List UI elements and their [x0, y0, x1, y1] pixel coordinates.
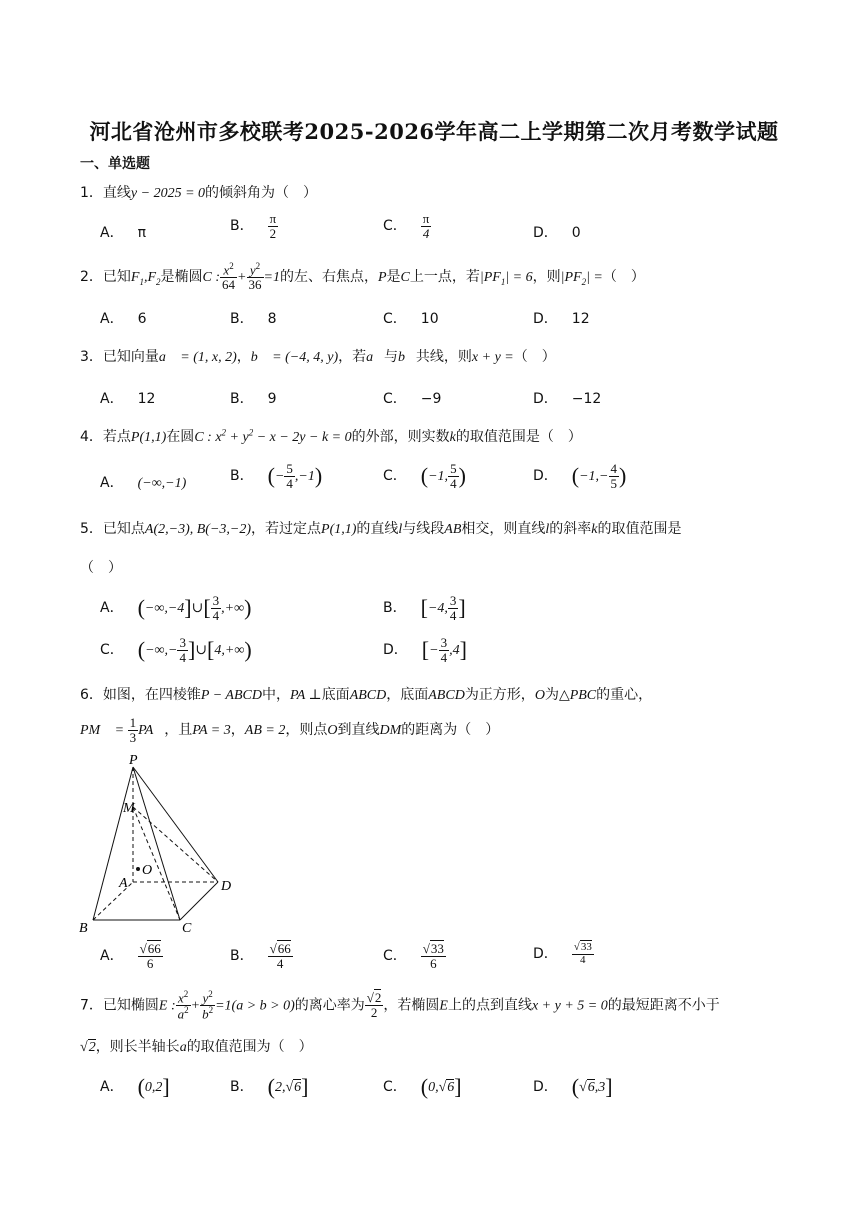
vector-b: b⃗ = (−4, 4, y): [250, 350, 339, 365]
label-m: M: [123, 801, 135, 816]
question-4: 4．若点P(1,1)在圆C : $x^2 + y^2 - x - 2y - k = 0$的外部，则实数k的取值范围是（ ）: [80, 427, 582, 445]
math-expr: $|PF_1| = 6$: [479, 269, 533, 287]
question-text: 直线: [102, 185, 131, 201]
question-7: 7．已知椭圆E : $\frac{x^2}{a^2}$ + $\frac{y^2}{b^2}$ =1(a > b > 0)的离心率为 $\frac{√2}{2}$ ，若椭圆E上的点到直线x + y + 5 = 0的最短距离不小于: [80, 989, 720, 1022]
option-b[interactable]: B． $\frac{\pi}{2}$: [230, 211, 277, 241]
option-a[interactable]: A． 12: [100, 391, 156, 407]
question-7-cont: √2，则长半轴长a的取值范围为（ ）: [80, 1039, 313, 1055]
sqrt-two: √2: [80, 1040, 96, 1055]
option-d[interactable]: D． (√6,3]: [533, 1074, 613, 1099]
option-c[interactable]: C． (0,√6]: [383, 1074, 462, 1099]
section-heading: 一、单选题: [80, 156, 150, 172]
label-a: A: [119, 876, 128, 891]
vector-pm: PM⃗: [80, 723, 112, 739]
label-d: D: [221, 879, 232, 894]
option-d[interactable]: D． 0: [533, 225, 581, 241]
option-a[interactable]: A． $\frac{√66}{6}$: [100, 941, 161, 971]
label-o: O: [142, 863, 153, 878]
label-p: P: [129, 753, 138, 768]
option-a[interactable]: A． (0,2]: [100, 1074, 170, 1099]
option-c[interactable]: C． $\frac{\pi}{4}$: [383, 211, 430, 241]
option-b[interactable]: B． (− $\frac{5}{4}$ ,−1): [230, 461, 323, 491]
option-a[interactable]: A． π: [100, 225, 147, 241]
label-b: B: [79, 921, 88, 936]
question-5: 5．已知点A(2,−3), B(−3,−2)，若过定点P(1,1)的直线l与线段AB相交，则直线l的斜率k的取值范围是: [80, 521, 682, 537]
option-d[interactable]: D． −12: [533, 391, 602, 407]
ellipse-equation: E :: [158, 998, 176, 1014]
question-3: 3．已知向量a⃗ = (1, x, 2)，b⃗ = (−4, 4, y)，若a⃗与b⃗共线，则x + y =（ ）: [80, 349, 556, 365]
vector-pa: PA⃗: [138, 723, 165, 739]
option-a[interactable]: A． (−∞,−1): [100, 475, 187, 491]
question-5-cont: （ ）: [80, 560, 122, 576]
option-c[interactable]: C． −9: [383, 391, 442, 407]
question-2: 2．已知$F_1,F_2$是椭圆C : $\frac{x^2}{64}$ + $\frac{y^2}{36}$ =1的左、右焦点，P是C上一点，若$|PF_1| = 6$，则$|PF_2|$ =（ ）: [80, 261, 645, 292]
question-number: 2．: [80, 268, 103, 285]
question-6: 6．如图，在四棱锥P − ABCD中，PA ⊥底面ABCD，底面ABCD为正方形，O为△PBC的重心，: [80, 687, 653, 703]
question-6-line2: PM⃗ = $\frac{1}{3}$ PA⃗，且PA = 3，AB = 2，则点O到直线DM的距离为（ ）: [80, 715, 500, 745]
label-c: C: [182, 921, 192, 936]
option-a[interactable]: A． 6: [100, 311, 147, 327]
option-value: $\frac{\pi}{2}$: [269, 211, 277, 241]
option-d[interactable]: D． [− $\frac{3}{4}$ ,4]: [383, 635, 467, 665]
option-d[interactable]: D． $\frac{√33}{4}$: [533, 941, 592, 966]
option-d[interactable]: D． 12: [533, 311, 590, 327]
option-b[interactable]: B． 8: [230, 311, 277, 327]
math-expr: y − 2025 = 0: [130, 186, 206, 201]
page-title: 河北省沧州市多校联考2025-2026学年高二上学期第二次月考数学试题: [89, 119, 779, 144]
option-c[interactable]: C． (−∞,− $\frac{3}{4}$ ]∪[4,+∞): [100, 635, 252, 665]
option-value: 0: [571, 225, 581, 241]
option-a[interactable]: A． (−∞,−4]∪[ $\frac{3}{4}$ ,+∞): [100, 593, 252, 623]
math-expr: $F_1,F_2$: [130, 269, 161, 287]
option-value: π: [137, 225, 147, 241]
option-b[interactable]: B． $\frac{√66}{4}$: [230, 941, 291, 971]
vector-a: a⃗ = (1, x, 2): [158, 350, 237, 365]
option-c[interactable]: C． (−1, $\frac{5}{4}$ ): [383, 461, 466, 491]
question-text: 的倾斜角为（ ）: [205, 185, 318, 201]
option-c[interactable]: C． $\frac{√33}{6}$: [383, 941, 444, 971]
option-b[interactable]: B． (2,√6]: [230, 1074, 309, 1099]
math-expr: P(1,1): [130, 430, 167, 445]
math-expr: $|PF_2|$ =: [560, 269, 603, 287]
option-value: $\frac{\pi}{4}$: [422, 211, 430, 241]
ellipse-equation: C :: [202, 269, 221, 285]
option-d[interactable]: D． (−1,− $\frac{4}{5}$ ): [533, 461, 627, 491]
option-c[interactable]: C． 10: [383, 311, 439, 327]
circle-equation: C : $x^2 + y^2 - x - 2y - k = 0$: [194, 427, 352, 445]
centroid-point: [136, 867, 140, 871]
question-1: [80, 182, 317, 202]
option-b[interactable]: B． 9: [230, 391, 277, 407]
option-b[interactable]: B． [−4, $\frac{3}{4}$ ]: [383, 593, 466, 623]
question-number: 1．: [80, 185, 103, 201]
pyramid-figure: [75, 752, 245, 937]
